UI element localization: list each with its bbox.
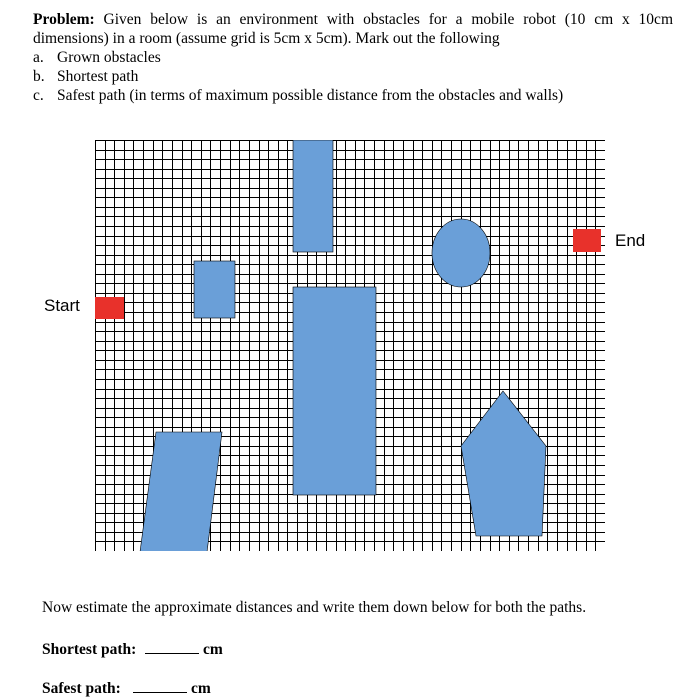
- start-label: Start: [44, 296, 80, 315]
- shortest-path-answer: [42, 639, 223, 659]
- task-text: Safest path (in terms of maximum possible distance from the obstacles and walls): [57, 87, 564, 104]
- safest-path-label: Safest path:: [42, 680, 121, 697]
- task-item: [33, 67, 563, 86]
- task-list: [33, 48, 563, 105]
- task-item: [33, 86, 563, 105]
- small-square-obstacle: [194, 261, 235, 318]
- top-vertical-obstacle: [293, 140, 333, 252]
- task-letter: c.: [33, 87, 44, 104]
- pentagon-obstacle: [461, 391, 546, 536]
- start-marker: [95, 297, 124, 319]
- shortest-path-blank[interactable]: [145, 639, 199, 654]
- task-letter: b.: [33, 68, 45, 85]
- large-rectangle-obstacle: [293, 287, 376, 495]
- shortest-path-unit: cm: [203, 641, 223, 658]
- task-text: Grown obstacles: [57, 49, 161, 66]
- estimate-instruction: Now estimate the approximate distances and write them down below for both the paths.: [42, 599, 587, 616]
- safest-path-answer: [42, 678, 211, 698]
- end-marker: [573, 229, 601, 252]
- problem-statement: [33, 10, 673, 48]
- task-item: [33, 48, 563, 67]
- task-text: Shortest path: [57, 68, 139, 85]
- safest-path-unit: cm: [191, 680, 211, 697]
- safest-path-blank[interactable]: [133, 678, 187, 693]
- problem-text: Given below is an environment with obstacles for a mobile robot (10 cm x 10cm dimensions) in a room (assume grid is 5cm x 5cm). Mark out the following: [33, 11, 673, 47]
- environment-grid: [95, 140, 605, 551]
- parallelogram-obstacle: [140, 432, 222, 551]
- circle-obstacle: [432, 219, 490, 287]
- problem-heading: Problem:: [33, 11, 95, 28]
- task-letter: a.: [33, 49, 44, 66]
- shortest-path-label: Shortest path:: [42, 641, 137, 658]
- end-label: End: [615, 231, 646, 250]
